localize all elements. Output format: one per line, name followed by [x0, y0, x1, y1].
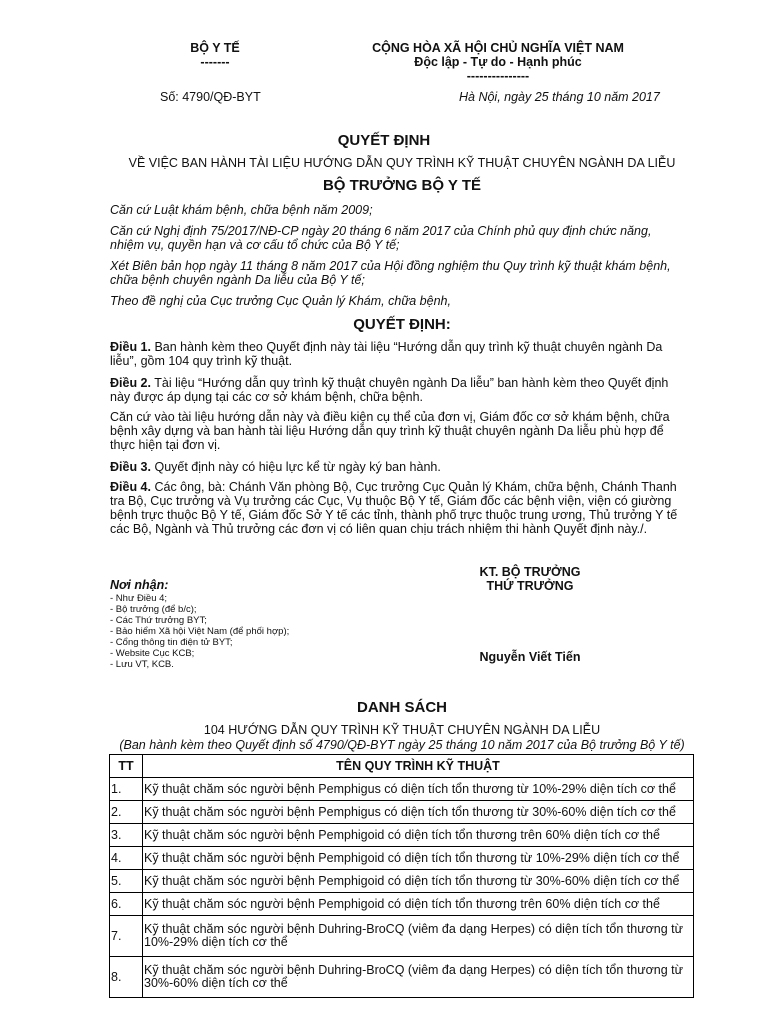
article-2-text: Tài liệu “Hướng dẫn quy trình kỹ thuật chuyên ngành Da liễu” ban hành kèm theo Quyết định này được áp dụng tại các cơ sở khám bệnh, chữa bệnh.	[110, 376, 669, 404]
decision-subject: VỀ VIỆC BAN HÀNH TÀI LIỆU HƯỚNG DẪN QUY TRÌNH KỸ THUẬT CHUYÊN NGÀNH DA LIỄU	[128, 156, 676, 170]
procedure-table	[109, 754, 694, 998]
article-4-text: Các ông, bà: Chánh Văn phòng Bộ, Cục trưởng Cục Quản lý Khám, chữa bệnh, Chánh Thanh tra Bộ, Cục trưởng và Vụ trưởng các Cục, Vụ thuộc Bộ Y tế, Giám đốc các bệnh viện, viện có giường bệnh trực thuộc Bộ Y tế, Giám đốc Sở Y tế các tỉnh, thành phố trực thuộc trung ương, Thủ trưởng Y tế các Bộ, Ngành và Thủ trưởng các đơn vị có liên quan chịu trách nhiệm thi hành Quyết định này./.	[110, 480, 678, 536]
table-row	[110, 916, 694, 957]
procedure-name: Kỹ thuật chăm sóc người bệnh Duhring-BroCQ (viêm đa dạng Herpes) có diện tích tổn thương từ 30%-60% diện tích cơ thể	[143, 957, 694, 998]
recipients-title: Nơi nhận:	[110, 578, 169, 592]
article-3-label: Điều 3.	[110, 460, 151, 474]
decision-authority: BỘ TRƯỞNG BỘ Y TẾ	[322, 177, 482, 194]
decides-heading: QUYẾT ĐỊNH:	[353, 316, 451, 333]
recipient-item: - Bộ trưởng (để b/c);	[110, 604, 197, 615]
signature-position: THỨ TRƯỞNG	[486, 579, 574, 593]
document-number: Số: 4790/QĐ-BYT	[160, 90, 261, 104]
row-number: 7.	[110, 916, 143, 957]
list-title: DANH SÁCH	[357, 699, 447, 716]
procedure-name: Kỹ thuật chăm sóc người bệnh Pemphigoid có diện tích tổn thương từ 30%-60% diện tích cơ thể	[143, 870, 694, 893]
list-note: (Ban hành kèm theo Quyết định số 4790/QĐ-BYT ngày 25 tháng 10 năm 2017 của Bộ trưởng Bộ Y tế)	[119, 738, 685, 752]
procedure-name: Kỹ thuật chăm sóc người bệnh Pemphigus có diện tích tổn thương từ 10%-29% diện tích cơ thể	[143, 778, 694, 801]
table-row	[110, 957, 694, 998]
decision-title: QUYẾT ĐỊNH	[337, 132, 431, 149]
recipient-item: - Lưu VT, KCB.	[110, 659, 174, 670]
row-number: 5.	[110, 870, 143, 893]
column-header-name: TÊN QUY TRÌNH KỸ THUẬT	[143, 755, 694, 778]
table-row	[110, 801, 694, 824]
article-3-text: Quyết định này có hiệu lực kể từ ngày ký ban hành.	[151, 460, 441, 474]
article-2-label: Điều 2.	[110, 376, 151, 390]
table-header-row	[110, 755, 694, 778]
table-row	[110, 893, 694, 916]
list-subtitle: 104 HƯỚNG DẪN QUY TRÌNH KỸ THUẬT CHUYÊN NGÀNH DA LIỄU	[203, 723, 601, 737]
legal-basis-3: Xét Biên bản họp ngày 11 tháng 8 năm 2017 của Hội đồng nghiệm thu Quy trình kỹ thuật khám bệnh, chữa bệnh chuyên ngành Da liễu của Bộ Y tế;	[110, 259, 671, 287]
table-row	[110, 824, 694, 847]
procedure-name: Kỹ thuật chăm sóc người bệnh Pemphigus có diện tích tổn thương từ 30%-60% diện tích cơ thể	[143, 801, 694, 824]
table-row	[110, 847, 694, 870]
article-4-label: Điều 4.	[110, 480, 151, 494]
country-name: CỘNG HÒA XÃ HỘI CHỦ NGHĨA VIỆT NAM	[372, 41, 624, 55]
recipient-item: - Các Thứ trưởng BYT;	[110, 615, 207, 626]
row-number: 3.	[110, 824, 143, 847]
table-row	[110, 778, 694, 801]
column-header-tt: TT	[110, 755, 143, 778]
article-2	[110, 376, 685, 404]
row-number: 6.	[110, 893, 143, 916]
signer-name: Nguyễn Viết Tiến	[479, 650, 581, 664]
recipient-item: - Như Điều 4;	[110, 593, 168, 604]
ministry-divider: -------	[200, 55, 230, 69]
article-1	[110, 340, 685, 368]
legal-basis-4: Theo đề nghị của Cục trưởng Cục Quản lý Khám, chữa bệnh,	[110, 294, 451, 308]
row-number: 2.	[110, 801, 143, 824]
procedure-name: Kỹ thuật chăm sóc người bệnh Pemphigoid có diện tích tổn thương từ 10%-29% diện tích cơ thể	[143, 847, 694, 870]
table-row	[110, 870, 694, 893]
row-number: 8.	[110, 957, 143, 998]
procedure-name: Kỹ thuật chăm sóc người bệnh Duhring-BroCQ (viêm đa dạng Herpes) có diện tích tổn thương từ 10%-29% diện tích cơ thể	[143, 916, 694, 957]
recipient-item: - Website Cục KCB;	[110, 648, 195, 659]
article-1-label: Điều 1.	[110, 340, 151, 354]
row-number: 1.	[110, 778, 143, 801]
recipient-item: - Cổng thông tin điện tử BYT;	[110, 637, 233, 648]
article-3	[110, 460, 685, 474]
motto-divider: ---------------	[466, 69, 530, 83]
article-1-text: Ban hành kèm theo Quyết định này tài liệu “Hướng dẫn quy trình kỹ thuật chuyên ngành Da liễu”, gồm 104 quy trình kỹ thuật.	[110, 340, 663, 368]
place-date: Hà Nội, ngày 25 tháng 10 năm 2017	[459, 90, 660, 104]
ministry-name: BỘ Y TẾ	[190, 41, 240, 55]
procedure-name: Kỹ thuật chăm sóc người bệnh Pemphigoid có diện tích tổn thương trên 60% diện tích cơ thể	[143, 824, 694, 847]
legal-basis-2: Căn cứ Nghị định 75/2017/NĐ-CP ngày 20 tháng 6 năm 2017 của Chính phủ quy định chức năng, nhiệm vụ, quyền hạn và cơ cấu tổ chức của Bộ Y tế;	[110, 224, 652, 252]
article-2-paragraph: Căn cứ vào tài liệu hướng dẫn này và điều kiện cụ thể của đơn vị, Giám đốc cơ sở khám bệnh, chữa bệnh xây dựng và ban hành tài liệu Hướng dẫn quy trình kỹ thuật chuyên ngành Da liễu phù hợp để thực hiện tại đơn vị.	[110, 410, 670, 452]
signature-title: KT. BỘ TRƯỞNG	[479, 565, 581, 579]
procedure-name: Kỹ thuật chăm sóc người bệnh Pemphigoid có diện tích tổn thương trên 60% diện tích cơ thể	[143, 893, 694, 916]
legal-basis-1: Căn cứ Luật khám bệnh, chữa bệnh năm 2009;	[110, 203, 373, 217]
row-number: 4.	[110, 847, 143, 870]
national-motto: Độc lập - Tự do - Hạnh phúc	[414, 55, 582, 69]
recipient-item: - Bảo hiểm Xã hội Việt Nam (để phối hợp);	[110, 626, 290, 637]
article-4	[110, 480, 685, 536]
